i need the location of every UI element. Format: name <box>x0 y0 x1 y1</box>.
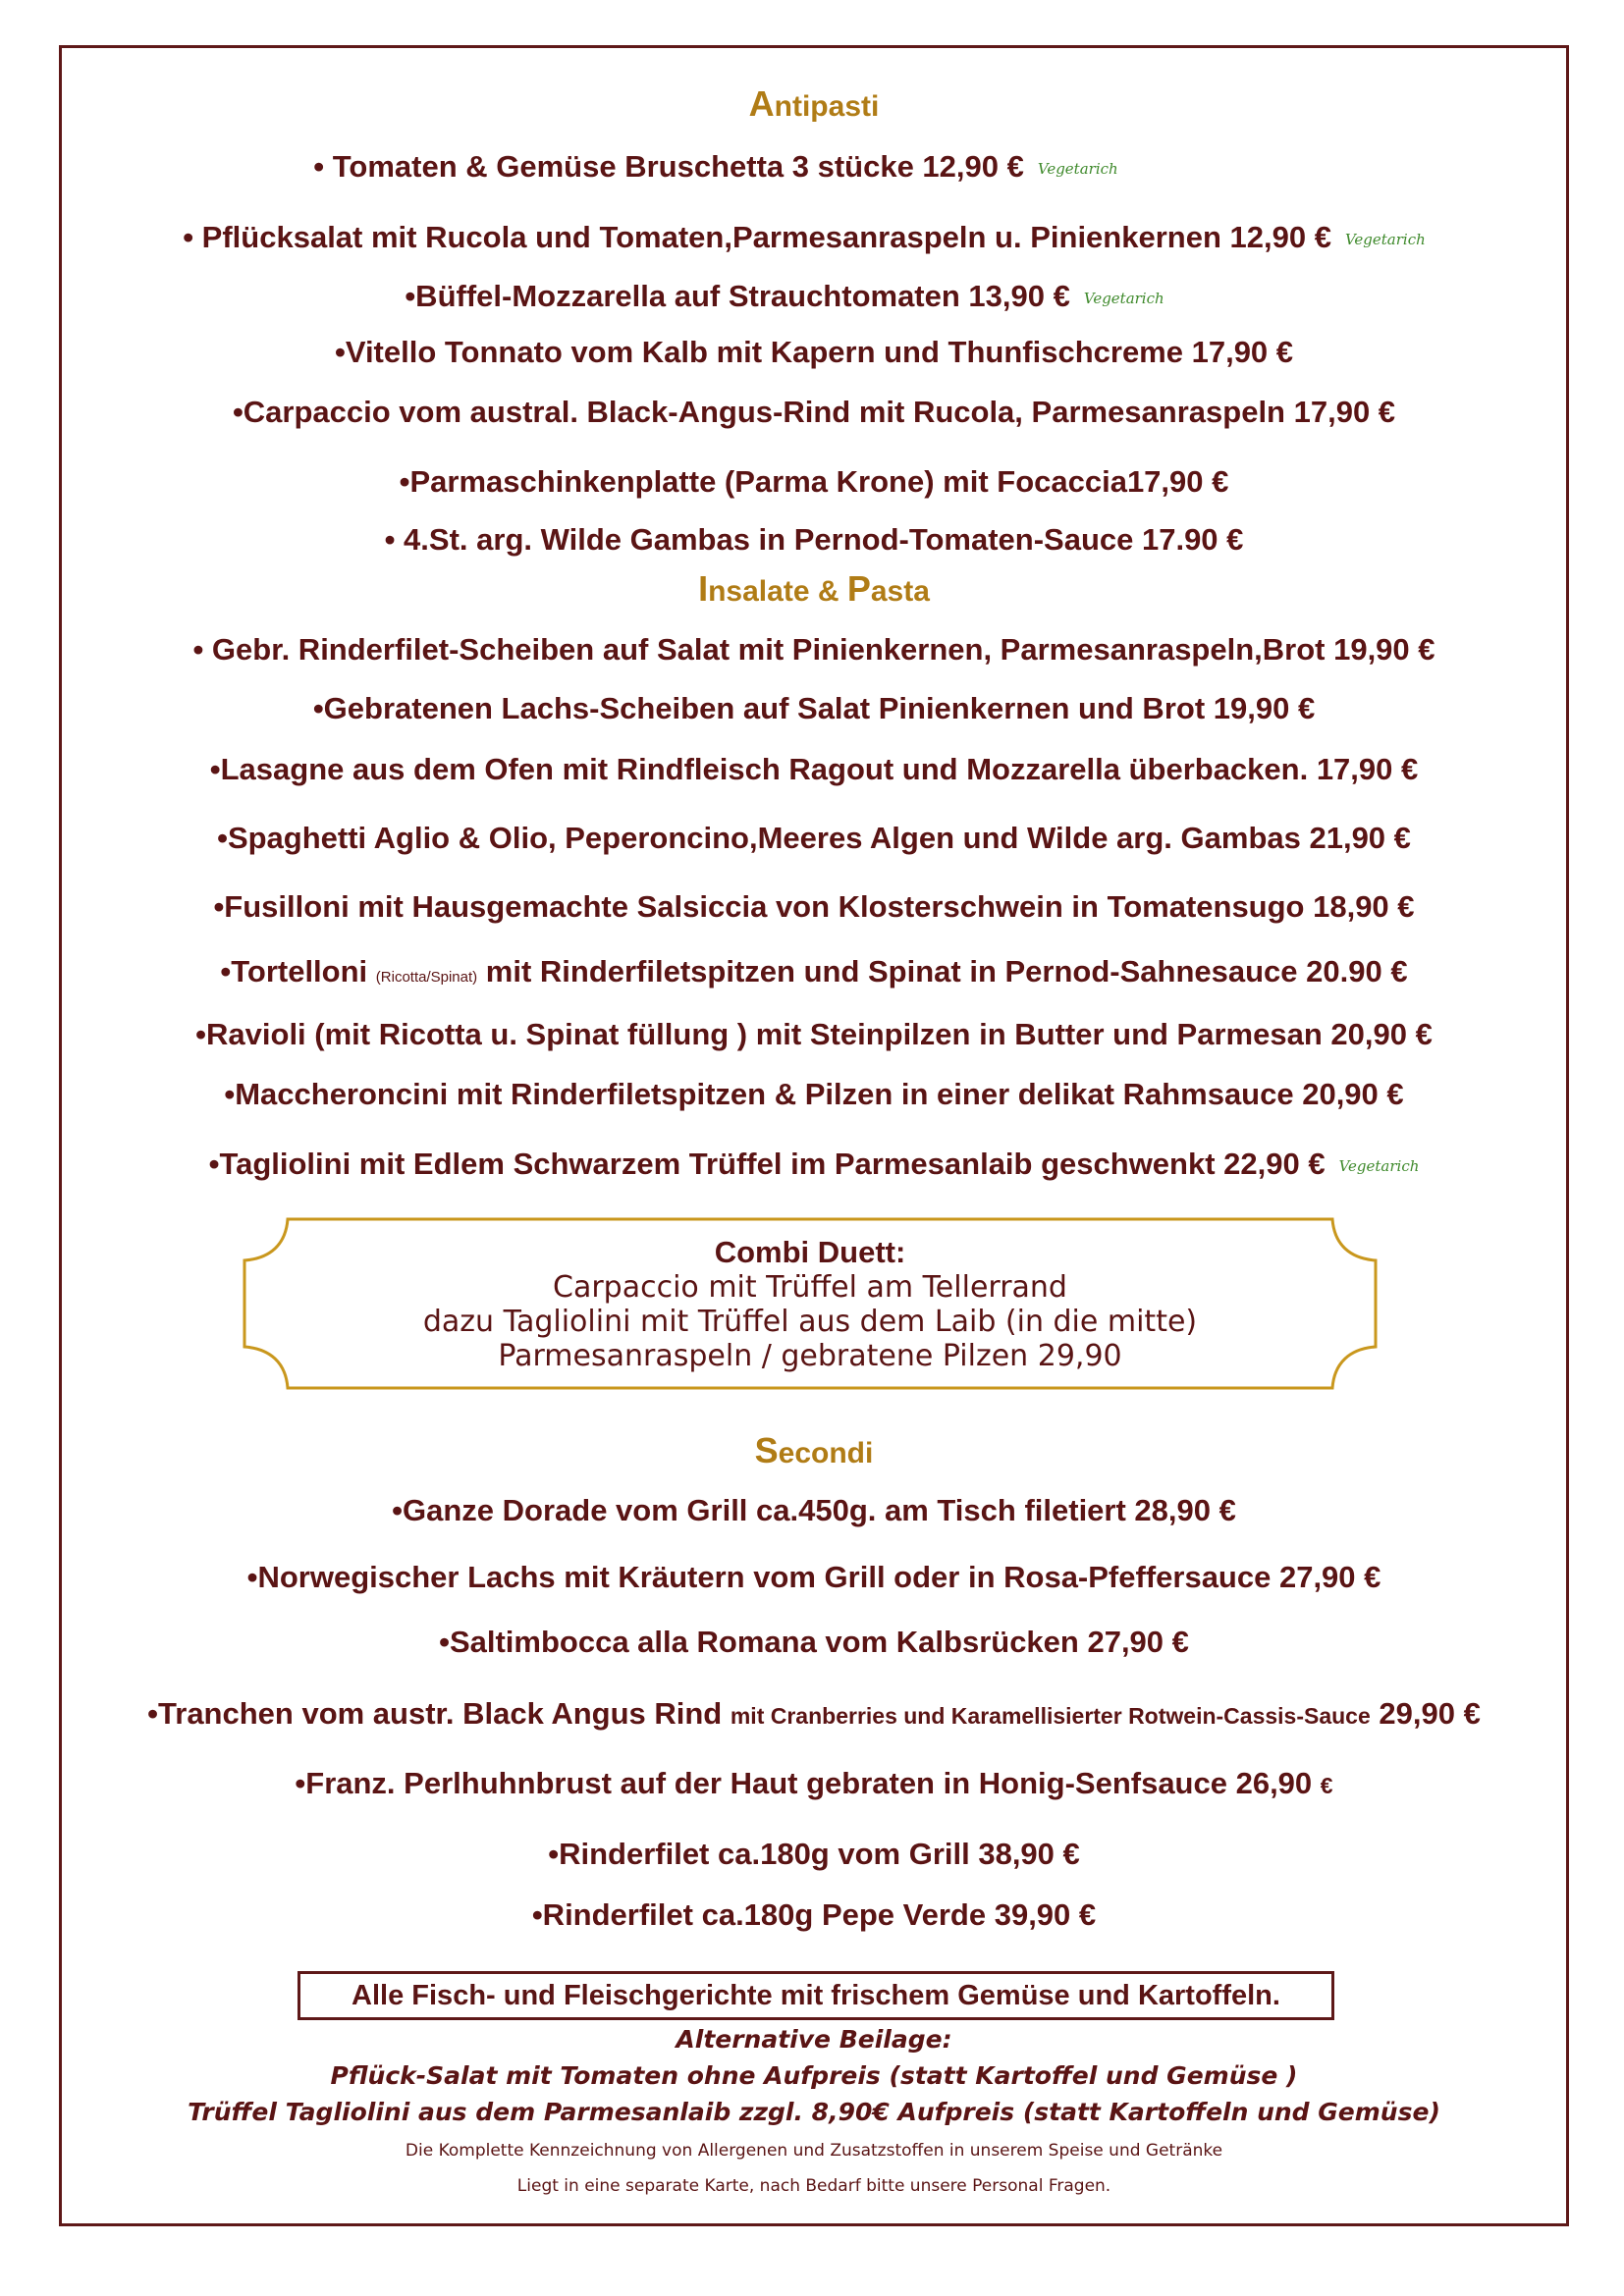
alternative-option: Trüffel Tagliolini aus dem Parmesanlaib zzgl. 8,90€ Aufpreis (statt Kartoffeln und Gemüse) <box>188 2098 1440 2126</box>
menu-item: •Büffel-Mozzarella auf Strauchtomaten 13,90 € Vegetarich <box>405 279 1164 313</box>
menu-item: •Rinderfilet ca.180g vom Grill 38,90 € <box>548 1837 1080 1871</box>
combi-line: Parmesanraspeln / gebratene Pilzen 29,90 <box>498 1339 1122 1373</box>
secondi-heading: Secondi <box>754 1430 874 1470</box>
vegetarian-tag: Vegetarich <box>1037 159 1118 178</box>
side-dishes-note: Alle Fisch- und Fleischgerichte mit frischem Gemüse und Kartoffeln. <box>298 1971 1334 2020</box>
vegetarian-tag: Vegetarich <box>1083 289 1164 307</box>
allergen-note: Liegt in eine separate Karte, nach Bedarf bitte unsere Personal Fragen. <box>516 2176 1111 2196</box>
combi-line: dazu Tagliolini mit Trüffel aus dem Laib (in die mitte) <box>422 1305 1198 1339</box>
combi-duett-box <box>241 1215 1380 1392</box>
menu-item: •Tagliolini mit Edlem Schwarzem Trüffel im Parmesanlaib geschwenkt 22,90 € Vegetarich <box>208 1147 1420 1181</box>
vegetarian-tag: Vegetarich <box>1338 1156 1420 1175</box>
menu-item: •Fusilloni mit Hausgemachte Salsiccia von Klosterschwein in Tomatensugo 18,90 € <box>213 889 1415 924</box>
menu-item: •Norwegischer Lachs mit Kräutern vom Grill oder in Rosa-Pfeffersauce 27,90 € <box>246 1560 1381 1594</box>
menu-item: •Carpaccio vom austral. Black-Angus-Rind mit Rucola, Parmesanraspeln 17,90 € <box>232 395 1396 429</box>
menu-item: •Ravioli (mit Ricotta u. Spinat füllung ) mit Steinpilzen in Butter und Parmesan 20,90 € <box>195 1017 1433 1051</box>
alternative-title: Alternative Beilage: <box>676 2025 952 2054</box>
menu-item: •Tortelloni (Ricotta/Spinat) mit Rinderfiletspitzen und Spinat in Pernod-Sahnesauce 20.90 € <box>220 954 1408 988</box>
menu-item: •Lasagne aus dem Ofen mit Rindfleisch Ragout und Mozzarella überbacken. 17,90 € <box>209 752 1419 786</box>
menu-item: •Spaghetti Aglio & Olio, Peperoncino,Meeres Algen und Wilde arg. Gambas 21,90 € <box>217 821 1411 855</box>
menu-item: •Ganze Dorade vom Grill ca.450g. am Tisch filetiert 28,90 € <box>392 1493 1236 1527</box>
menu-item: •Tranchen vom austr. Black Angus Rind mit Cranberries und Karamellisierter Rotwein-Cassis-Sauce 29,90 € <box>147 1696 1481 1731</box>
menu-item: •Rinderfilet ca.180g Pepe Verde 39,90 € <box>531 1897 1097 1932</box>
combi-line: Carpaccio mit Trüffel am Tellerrand <box>553 1270 1067 1305</box>
menu-item: • Pflücksalat mit Rucola und Tomaten,Parmesanraspeln u. Pinienkernen 12,90 € Vegetarich <box>183 220 1426 254</box>
antipasti-heading: Antipasti <box>748 83 880 124</box>
vegetarian-tag: Vegetarich <box>1344 230 1426 248</box>
menu-item: •Vitello Tonnato vom Kalb mit Kapern und Thunfischcreme 17,90 € <box>334 335 1294 369</box>
menu-item: •Saltimbocca alla Romana vom Kalbsrücken 27,90 € <box>439 1625 1189 1659</box>
allergen-note: Die Komplette Kennzeichnung von Allergenen und Zusatzstoffen in unserem Speise und Getränke <box>405 2141 1223 2161</box>
menu-item: •Parmaschinkenplatte (Parma Krone) mit Focaccia17,90 € <box>399 464 1229 499</box>
menu-item: •Franz. Perlhuhnbrust auf der Haut gebraten in Honig-Senfsauce 26,90 € <box>295 1766 1333 1800</box>
menu-item: •Gebratenen Lachs-Scheiben auf Salat Pinienkernen und Brot 19,90 € <box>312 691 1316 725</box>
insalate-pasta-heading: Insalate & Pasta <box>698 568 930 609</box>
combi-title: Combi Duett: <box>714 1235 906 1269</box>
alternative-option: Pflück-Salat mit Tomaten ohne Aufpreis (statt Kartoffel und Gemüse ) <box>330 2061 1298 2090</box>
menu-item: • Gebr. Rinderfilet-Scheiben auf Salat mit Pinienkernen, Parmesanraspeln,Brot 19,90 € <box>192 632 1435 667</box>
menu-item: • 4.St. arg. Wilde Gambas in Pernod-Tomaten-Sauce 17.90 € <box>384 522 1244 557</box>
menu-item: • Tomaten & Gemüse Bruschetta 3 stücke 12,90 € Vegetarich <box>313 149 1118 184</box>
menu-item: •Maccheroncini mit Rinderfiletspitzen & Pilzen in einer delikat Rahmsauce 20,90 € <box>224 1077 1404 1111</box>
